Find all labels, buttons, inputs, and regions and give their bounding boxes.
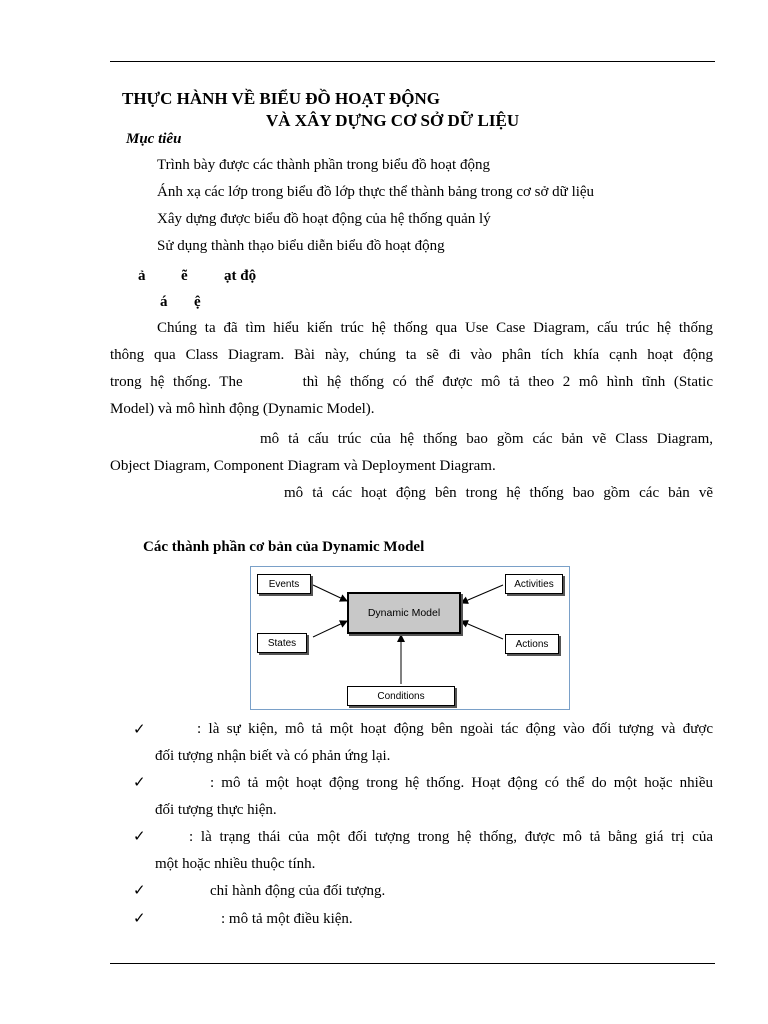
diagram-node-events: Events [257, 574, 311, 594]
fragment-2b: ệ [194, 294, 201, 310]
paragraph-3 [110, 480, 713, 507]
arrow-activities [461, 585, 503, 603]
bullet-conditions [155, 906, 713, 933]
paragraph-2 [110, 426, 713, 480]
diagram-node-conditions: Conditions [347, 686, 455, 706]
diagram-node-actions: Actions [505, 634, 559, 654]
paragraph-3-line-1: mô tả các hoạt động bên trong hệ thống bao gồm các bản vẽ [284, 485, 713, 501]
check-icon: ✓ [133, 911, 146, 927]
paragraph-1-line-3 [110, 369, 713, 396]
arrow-actions [461, 621, 503, 639]
bullet-activities-line-2: đối tượng thực hiện. [155, 802, 277, 818]
bullet-actions [155, 878, 713, 905]
bullet-actions-line-1: chỉ hành động của đối tượng. [210, 883, 386, 899]
bullet-states [155, 824, 713, 878]
objective-item-1: Trình bày được các thành phần trong biểu đồ hoạt động [157, 157, 490, 173]
check-icon: ✓ [133, 722, 146, 738]
objective-item-3: Xây dựng được biểu đồ hoạt động của hệ thống quản lý [157, 211, 491, 227]
objective-item-4: Sử dụng thành thạo biểu diễn biểu đồ hoạt động [157, 238, 445, 254]
paragraph-1-line-4: Model) và mô hình động (Dynamic Model). [110, 401, 375, 417]
check-icon: ✓ [133, 775, 146, 791]
bullet-activities [155, 770, 713, 824]
paragraph-1-line-3a: trong hệ thống. The [110, 374, 243, 390]
objectives-heading: Mục tiêu [126, 131, 182, 147]
diagram-node-dynamic-model: Dynamic Model [347, 592, 461, 634]
title-line-2: VÀ XÂY DỰNG CƠ SỞ DỮ LIỆU [266, 111, 520, 130]
header-rule [110, 61, 715, 62]
check-icon: ✓ [133, 829, 146, 845]
title-line-1: THỰC HÀNH VỀ BIỂU ĐỒ HOẠT ĐỘNG [122, 89, 441, 108]
bullet-events-line-1: : là sự kiện, mô tả một hoạt động bên ngoài tác động vào đối tượng và được [197, 721, 713, 737]
check-icon: ✓ [133, 883, 146, 899]
fragment-1c: ạt độ [224, 268, 257, 284]
arrow-events [313, 585, 347, 601]
paragraph-2-line-2: Object Diagram, Component Diagram và Deployment Diagram. [110, 458, 496, 474]
arrow-states [313, 621, 347, 637]
bullet-conditions-line-1: : mô tả một điều kiện. [221, 911, 353, 927]
diagram-node-activities: Activities [505, 574, 563, 594]
bullet-events-line-2: đối tượng nhận biết và có phản ứng lại. [155, 748, 391, 764]
fragment-2a: á [160, 294, 168, 310]
diagram-node-states: States [257, 633, 307, 653]
bullet-states-line-1: : là trạng thái của một đối tượng trong hệ thống, được mô tả bằng giá trị của [189, 829, 713, 845]
paragraph-1-line-1: Chúng ta đã tìm hiểu kiến trúc hệ thống qua Use Case Diagram, cấu trúc hệ thống [157, 320, 713, 336]
paragraph-1-line-2: thông qua Class Diagram. Bài này, chúng ta sẽ đi vào phân tích khía cạnh hoạt động [110, 347, 713, 363]
bullet-events [155, 716, 713, 770]
fragment-1a: ả [138, 268, 146, 284]
bullet-states-line-2: một hoặc nhiều thuộc tính. [155, 856, 316, 872]
objective-item-2: Ánh xạ các lớp trong biểu đồ lớp thực thể thành bảng trong cơ sở dữ liệu [157, 184, 595, 200]
bullet-activities-line-1: : mô tả một hoạt động trong hệ thống. Hoạt động có thể do một hoặc nhiều [210, 775, 713, 791]
section-heading: Các thành phần cơ bản của Dynamic Model [143, 539, 425, 555]
paragraph-2-line-1: mô tả cấu trúc của hệ thống bao gồm các bản vẽ Class Diagram, [260, 431, 713, 447]
paragraph-1-line-3b: thì hệ thống có thể được mô tả theo 2 mô hình tĩnh (Static [302, 374, 713, 390]
paragraph-1 [110, 315, 713, 423]
dynamic-model-diagram [250, 566, 570, 710]
fragment-1b: ẽ [181, 268, 188, 284]
footer-rule [110, 963, 715, 964]
